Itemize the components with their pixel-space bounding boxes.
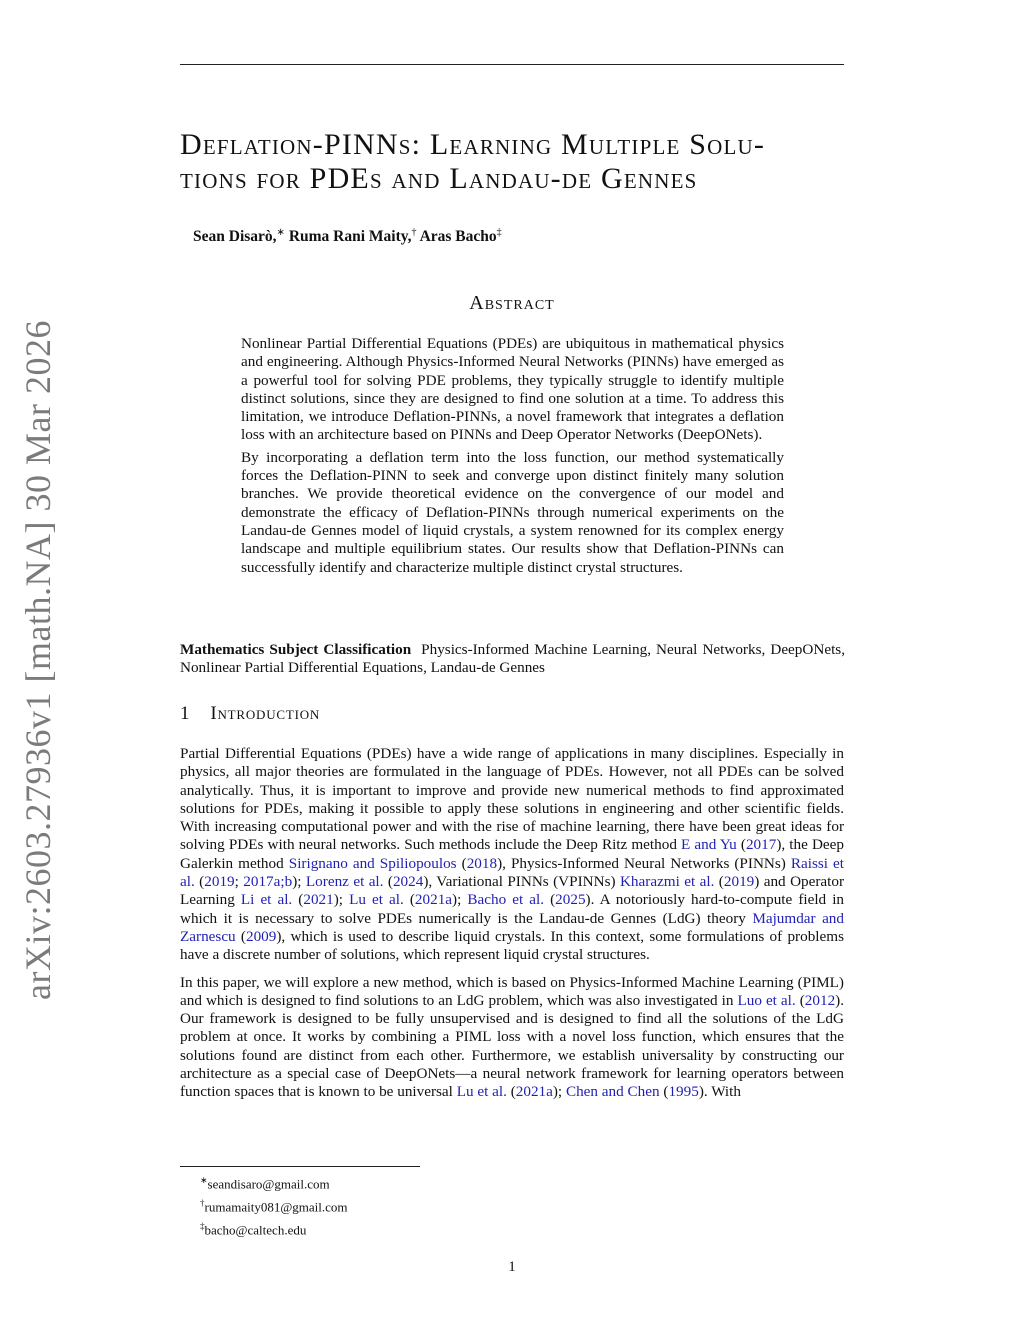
footnote-email: seandisaro@gmail.com xyxy=(207,1176,330,1192)
citation-year-link[interactable]: 1995 xyxy=(668,1083,699,1101)
citation-link[interactable]: Lu et al. xyxy=(456,1083,507,1101)
author-name: Ruma Rani Maity, xyxy=(288,228,412,246)
text-run: . With xyxy=(703,1083,741,1101)
citation-link[interactable]: Chen and Chen xyxy=(565,1083,660,1101)
author-name: Aras Bacho xyxy=(419,228,497,246)
text-run: Partial Differential Equations (PDEs) have a wide range of applications in many disciplines. Especially in physics, all major theories are formulated in the language of PDEs. However, not all PDEs can be solved analytically. Thus, it is important to improve and provide new numerical methods to find approximated solutions for PDEs, making it possible to apply these solutions in engineering and other scientific fields. With increasing computational power and with the rise of machine learning, there have been great ideas for solving PDEs with neural networks. Such methods include the Deep Ritz method xyxy=(180,745,844,854)
text-run: , the Deep Galerkin method xyxy=(180,836,844,872)
footnote xyxy=(200,1171,348,1194)
text-run: , which is used to describe liquid crystals. In this context, some formulations of problems have a discrete number of solutions, which represent liquid crystal structures. xyxy=(180,927,844,964)
footnote xyxy=(200,1217,348,1240)
footnote-marker[interactable]: ‡ xyxy=(496,227,502,238)
section-heading xyxy=(180,703,320,725)
abstract-heading: Abstract xyxy=(469,292,555,314)
citation-year-link[interactable]: 2021 xyxy=(303,891,334,909)
citation-year-link[interactable]: 2025 xyxy=(555,891,586,909)
introduction-body xyxy=(180,745,844,1111)
citation-year-link[interactable]: 2021a xyxy=(515,1083,553,1101)
page-number: 1 xyxy=(508,1259,516,1275)
intro-paragraph-2: In this paper, we will explore a new method, which is based on Physics-Informed Machine Learning (PIML) and which is designed to find solutions to an LdG problem, which was also investigated in Luo et al. (2012). Our framework is designed to be fully unsupervised and is designed to find all the solutions of the LdG problem at once. It works by combining a PIML loss with a novel loss function, which ensures that the solutions found are distinct from each other. Furthermore, we establish universality by constructing our architecture as a special case of DeepONets—a neural network framework for learning operators between function spaces that is known to be universal Lu et al. (2021a); Chen and Chen (1995). With xyxy=(180,973,845,1101)
citation-link[interactable]: Bacho et al. xyxy=(467,891,545,909)
text-run: , Physics-Informed Neural Networks (PINNs) xyxy=(502,854,791,872)
arxiv-identifier[interactable]: arXiv:2603.27936v1 [math.NA] 30 Mar 2026 xyxy=(18,320,58,1000)
paper-title xyxy=(180,128,850,196)
citation-year-link[interactable]: 2021a xyxy=(414,891,453,909)
intro-paragraph-1: Partial Differential Equations (PDEs) have a wide range of applications in many disciplines. Especially in physics, all major theories are formulated in the language of PDEs. However, not all PDEs can be solved analytically. Thus, it is important to improve and provide new numerical methods to find approximated solutions for PDEs, making it possible to apply these solutions in engineering and other scientific fields. With increasing computational power and with the rise of machine learning, there have been great ideas for solving PDEs with neural networks. Such methods include the Deep Ritz method E and Yu (2017), the Deep Galerkin method Sirignano and Spiliopoulos (2018), Physics-Informed Neural Networks (PINNs) Raissi et al. (2019; 2017a;b); Lorenz et al. (2024), Variational PINNs (VPINNs) Kharazmi et al. (2019) and Operator Learning Li et al. (2021); Lu et al. (2021a); Bacho et al. (2025). A notoriously hard-to-compute field in which it is necessary to solve PDEs numerically is the Landau-de Gennes (LdG) theory Majumdar and Zarnescu (2009), which is used to describe liquid crystals. In this context, some formulations of problems have a discrete number of solutions, which represent liquid crystal structures. xyxy=(180,745,845,964)
abstract-paragraph: Nonlinear Partial Differential Equations (PDEs) are ubiquitous in mathematical physics and engineering. Although Physics-Informed Neural Networks (PINNs) have emerged as a powerful tool for solving PDE problems, they typically struggle to identify multiple distinct solutions, since they are designed to find one solution at a time. To address this limitation, we introduce Deflation-PINNs, a novel framework that integrates a deflation loss with an architecture based on PINNs and Deep Operator Networks (DeepONets). xyxy=(241,335,784,444)
section-title: Introduction xyxy=(210,703,321,724)
citation-year-link[interactable]: 2018 xyxy=(466,854,498,872)
header-rule xyxy=(180,64,844,65)
citation-link[interactable]: E and Yu xyxy=(681,836,737,854)
citation-link[interactable]: Majumdar and Zarnescu xyxy=(180,909,844,945)
citation-link[interactable]: Raissi et al. xyxy=(180,854,844,891)
title-line-2: tions for PDEs and Landau-de Gennes xyxy=(180,162,698,195)
author-name: Sean Disarò, xyxy=(193,228,277,246)
footnote-mark: ∗ xyxy=(200,1175,208,1185)
author-list xyxy=(193,227,502,246)
footnote-rule xyxy=(180,1166,420,1167)
citation-year-link[interactable]: 2024 xyxy=(392,873,424,891)
citation-link[interactable]: Lu et al. xyxy=(349,891,404,909)
footnote-email: bacho@caltech.edu xyxy=(204,1221,307,1237)
text-run: , Variational PINNs (VPINNs) xyxy=(428,873,620,891)
section-number: 1 xyxy=(180,703,191,724)
title-line-1: Deflation-PINNs: Learning Multiple Solu- xyxy=(180,128,766,161)
footnote-marker[interactable]: † xyxy=(411,227,417,238)
msc-keywords: Physics-Informed Machine Learning, Neural Networks, DeepONets, Nonlinear Partial Differential Equations, Landau-de Gennes xyxy=(180,641,845,677)
citation-link[interactable]: Lorenz et al. xyxy=(305,873,384,891)
subject-classification xyxy=(180,641,845,678)
abstract-body xyxy=(241,335,784,581)
msc-label: Mathematics Subject Classification xyxy=(180,641,412,658)
text-run: In this paper, we will explore a new method, which is based on Physics-Informed Machine Learning (PIML) and which is designed to find solutions to an LdG problem, which was also investigated in xyxy=(180,973,844,1009)
citation-year-link[interactable]: 2017 xyxy=(745,836,777,854)
citation-link[interactable]: Sirignano and Spiliopoulos xyxy=(288,854,457,872)
footnote-mark: † xyxy=(200,1197,205,1208)
footnote-marker[interactable]: ∗ xyxy=(276,227,285,238)
citation-year-link[interactable]: 2017a;b xyxy=(243,873,293,891)
footnote xyxy=(200,1194,348,1217)
citation-link[interactable]: Li et al. xyxy=(240,891,293,909)
footnotes xyxy=(200,1171,348,1239)
citation-year-link[interactable]: 2019 xyxy=(723,873,755,891)
text-run: . Our framework is designed to be fully unsupervised and is designed to find all the solutions of the LdG problem at once. It works by combining a PIML loss with a novel loss function, which ensures that the solutions found are distinct from each other. Furthermore, we establish universality by constructing our architecture as a special case of DeepONets—a neural network framework for learning operators between function spaces that is known to be universal xyxy=(180,991,845,1101)
text-run: . A notoriously hard-to-compute field in which it is necessary to solve PDEs numerically is the Landau-de Gennes (LdG) theory xyxy=(180,891,845,927)
citation-year-link[interactable]: 2009 xyxy=(245,927,277,945)
abstract-paragraph: By incorporating a deflation term into the loss function, our method systematically forces the Deflation-PINN to seek and converge upon distinct finitely many solution branches. We provide theoretical evidence on the convergence of our model and demonstrate the efficacy of Deflation-PINNs through numerical experiments on the Landau-de Gennes model of liquid crystals, a system renowned for its complex energy landscape and multiple equilibrium states. Our results show that Deflation-PINNs can successfully identify and characterize multiple distinct crystal structures. xyxy=(241,448,784,576)
footnote-mark: ‡ xyxy=(200,1220,205,1231)
footnote-email: rumamaity081@gmail.com xyxy=(204,1199,348,1215)
text-run: and Operator Learning xyxy=(180,873,845,909)
citation-link[interactable]: Kharazmi et al. xyxy=(619,873,715,891)
citation-year-link[interactable]: 2012 xyxy=(804,991,836,1009)
citation-year-link[interactable]: 2019 xyxy=(204,873,235,891)
citation-link[interactable]: Luo et al. xyxy=(737,991,796,1009)
